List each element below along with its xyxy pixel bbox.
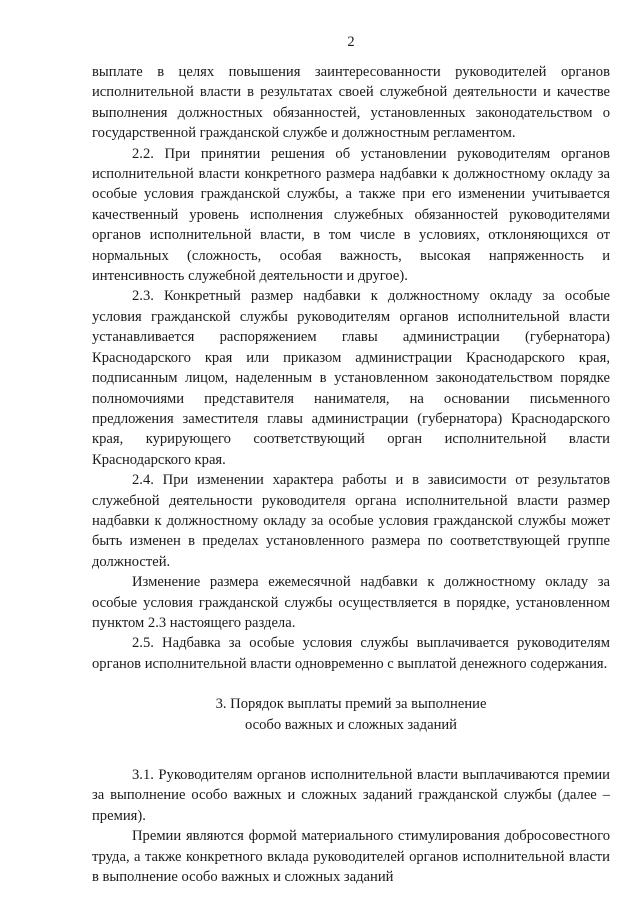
- section-3-heading: [92, 694, 610, 735]
- section-heading-line-2: особо важных и сложных заданий: [245, 716, 457, 733]
- paragraph-3-1-premiums: Премии являются формой материального стимулирования добросовестного труда, а также конкретного вклада руководителей органов исполнительной власти в выполнение особо важных и сложных заданий: [92, 828, 610, 886]
- paragraph-2-4: 2.4. При изменении характера работы и в зависимости от результатов служебной деятельности руководителя органа исполнительной власти размер надбавки к должностному окладу за особые условия гражданской службы может быть изменен в пределах установленного размера по соответствующей группе должностей.: [92, 472, 610, 570]
- paragraph-2-3: 2.3. Конкретный размер надбавки к должностному окладу за особые условия гражданской службы руководителям органов исполнительной власти устанавливается распоряжением главы администрации (губернатора) Краснодарского края или приказом администрации Краснодарского края, подписанным лицом, наделенным в установленном законодательством порядке полномочиями представителя нанимателя, на основании письменного предложения заместителя главы администрации (губернатора) Краснодарского края, курирующего соответствующий орган исполнительной власти Краснодарского края.: [92, 288, 610, 468]
- paragraph-continuation: выплате в целях повышения заинтересованности руководителей органов исполнительной власти в результатах своей служебной деятельности и качестве выполнения должностных обязанностей, установленных законодательством о государственной гражданской службе и должностным регламентом.: [92, 64, 610, 142]
- paragraph-2-4-change: Изменение размера ежемесячной надбавки к должностному окладу за особые условия гражданской службы осуществляется в порядке, установленном пунктом 2.3 настоящего раздела.: [92, 574, 610, 631]
- section-heading-line-1: 3. Порядок выплаты премий за выполнение: [215, 696, 487, 713]
- paragraph-2-5: 2.5. Надбавка за особые условия службы выплачивается руководителям органов исполнительной власти одновременно с выплатой денежного содержания.: [92, 635, 610, 672]
- paragraph-3-1: 3.1. Руководителям органов исполнительной власти выплачиваются премии за выполнение особо важных и сложных заданий гражданской службы (далее – премия).: [92, 767, 610, 824]
- document-page: [92, 0, 610, 905]
- page-number: 2: [347, 34, 355, 50]
- document-body: [92, 62, 610, 887]
- paragraph-2-2: 2.2. При принятии решения об установлении руководителям органов исполнительной власти конкретного размера надбавки к должностному окладу за особые условия гражданской службы, а также при его изменении учитывается качественный уровень исполнения служебных обязанностей руководителями органов исполнительной власти, в том числе в условиях, отклоняющихся от нормальных (сложность, особая важность, высокая напряженность и интенсивность служебной деятельности и другое).: [92, 145, 610, 285]
